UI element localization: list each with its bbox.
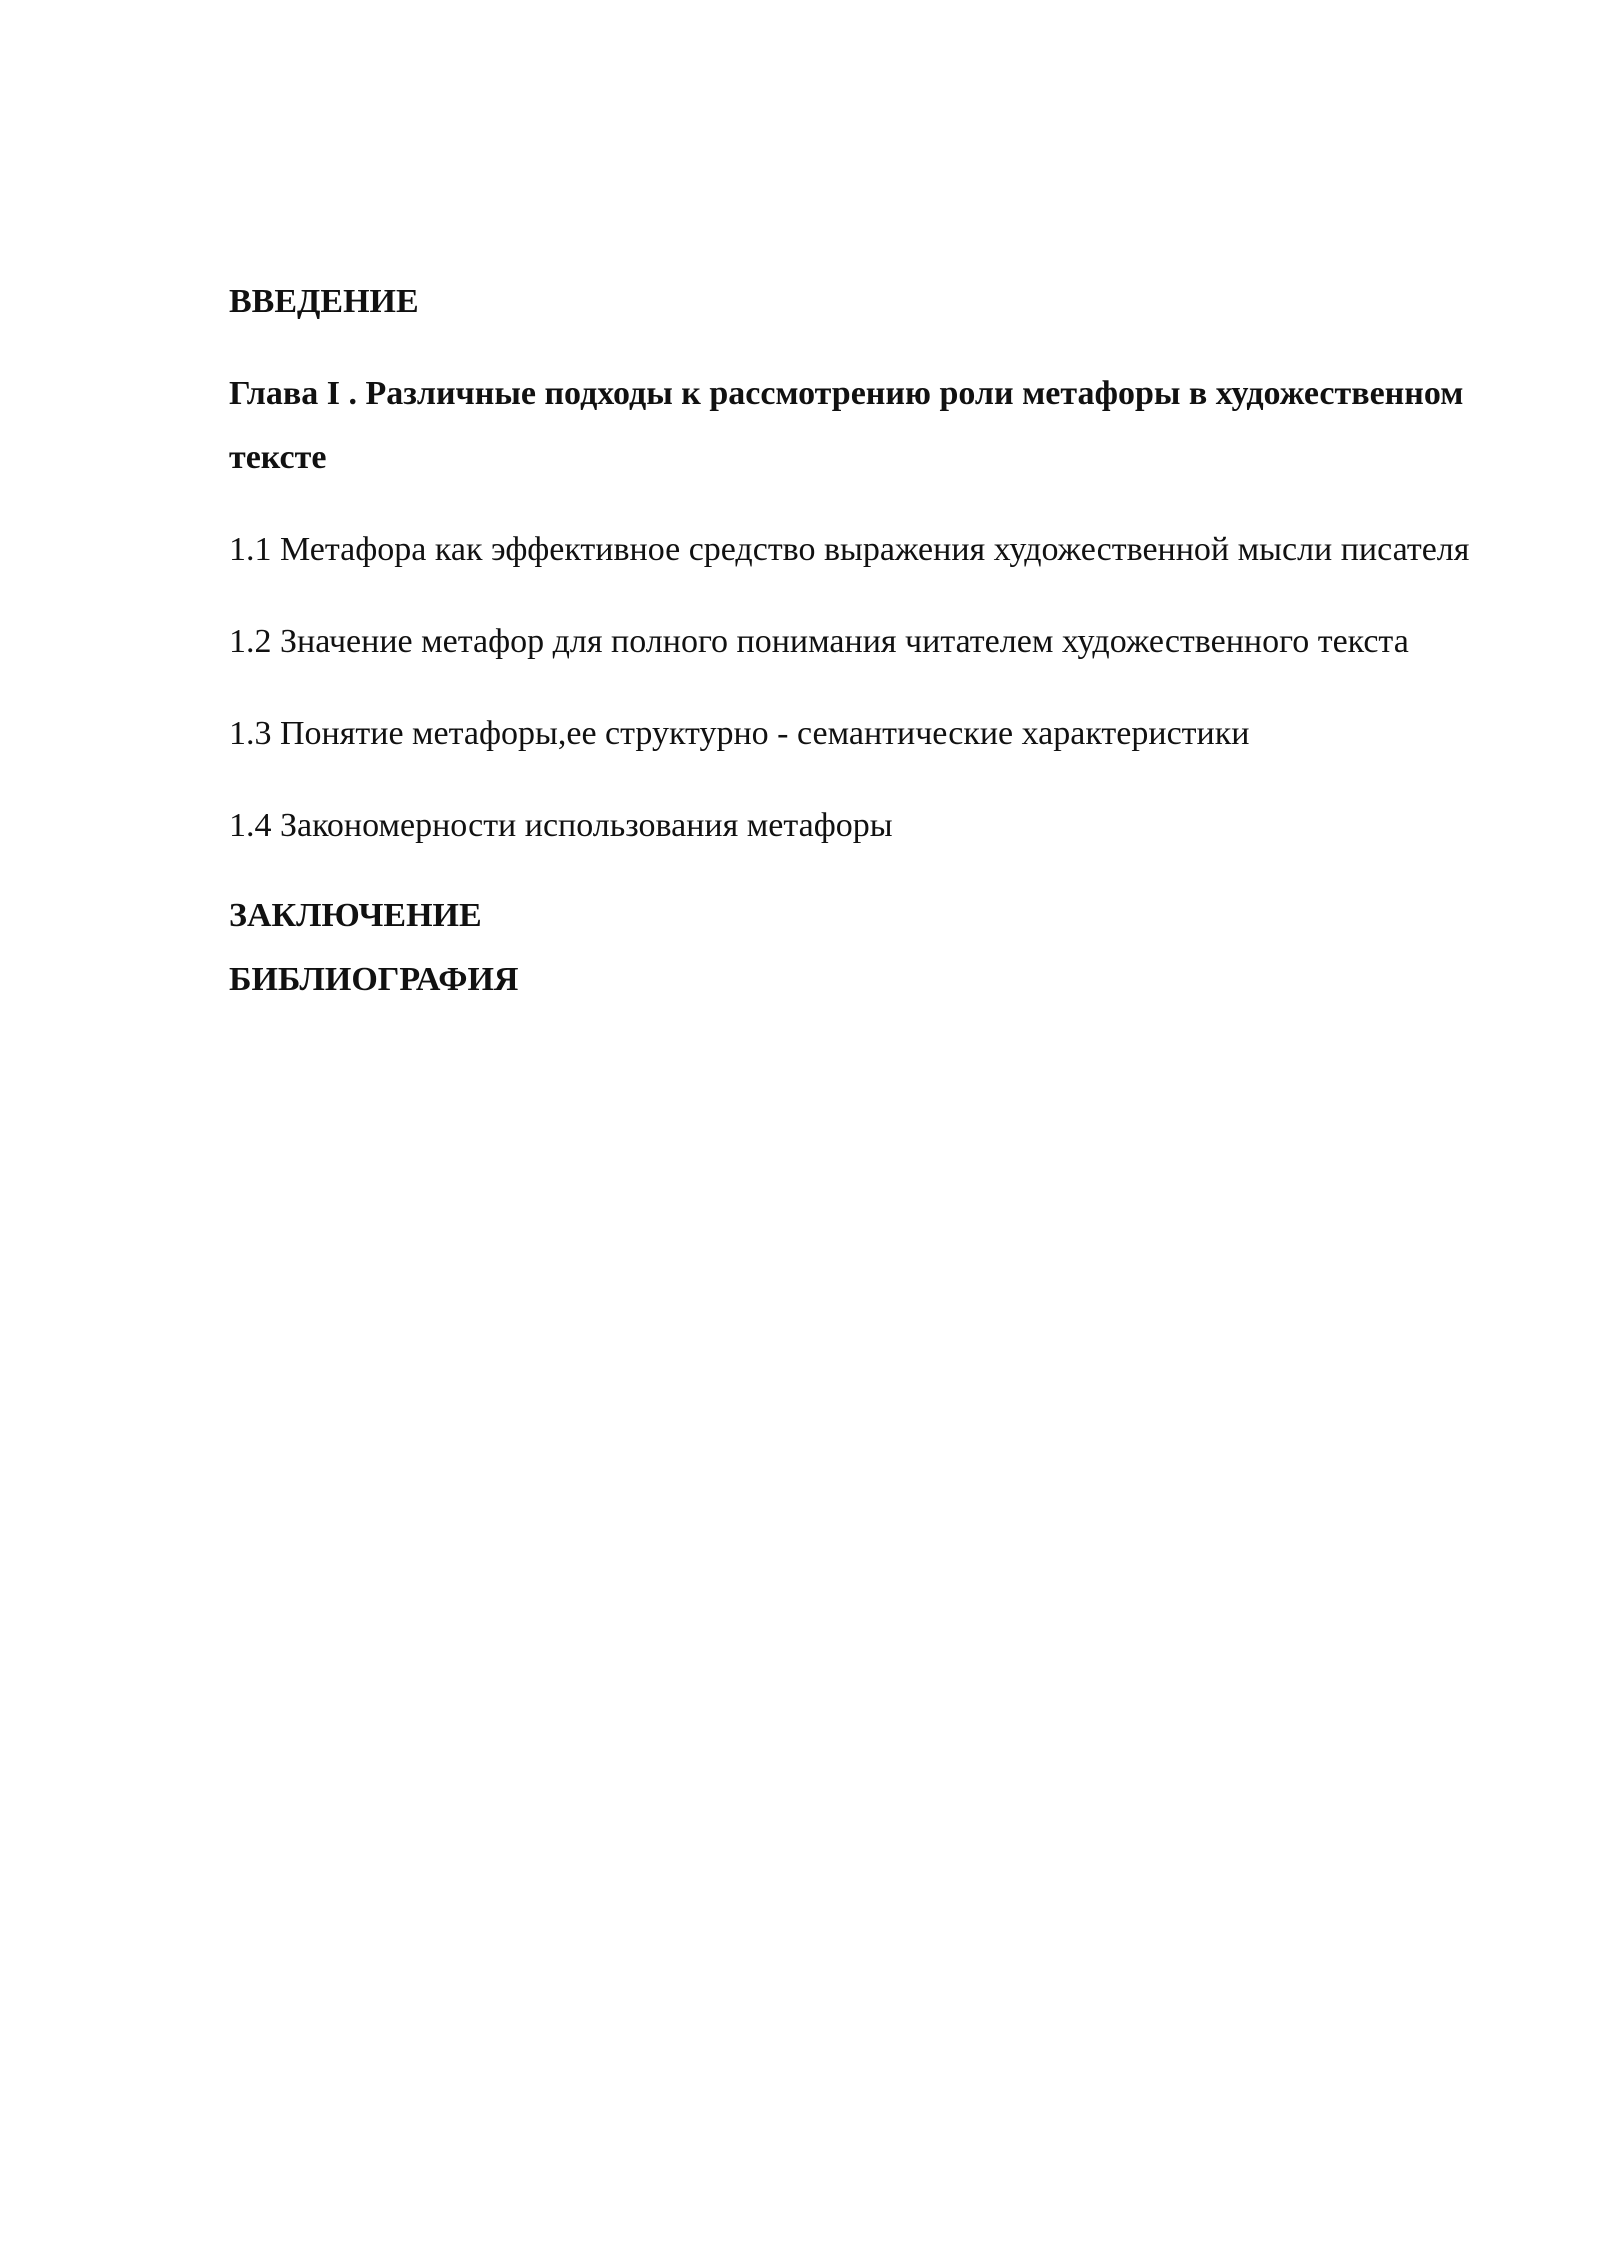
toc-chapter-1: Глава I . Различные подходы к рассмотрению роли метафоры в художественном тексте <box>229 375 1464 476</box>
toc-section-1-4: 1.4 Закономерности использования метафоры <box>229 807 893 844</box>
toc-section-1-1: 1.1 Метафора как эффективное средство выражения художественной мысли писателя <box>229 531 1470 568</box>
toc-section-1-2: 1.2 Значение метафор для полного понимания читателем художественного текста <box>229 623 1409 660</box>
toc-conclusion: ЗАКЛЮЧЕНИЕ <box>229 897 482 934</box>
toc-section-1-3: 1.3 Понятие метафоры,ее структурно - семантические характеристики <box>229 715 1250 752</box>
table-of-contents <box>229 270 1489 1012</box>
toc-introduction: ВВЕДЕНИЕ <box>229 283 419 320</box>
toc-bibliography: БИБЛИОГРАФИЯ <box>229 961 519 998</box>
